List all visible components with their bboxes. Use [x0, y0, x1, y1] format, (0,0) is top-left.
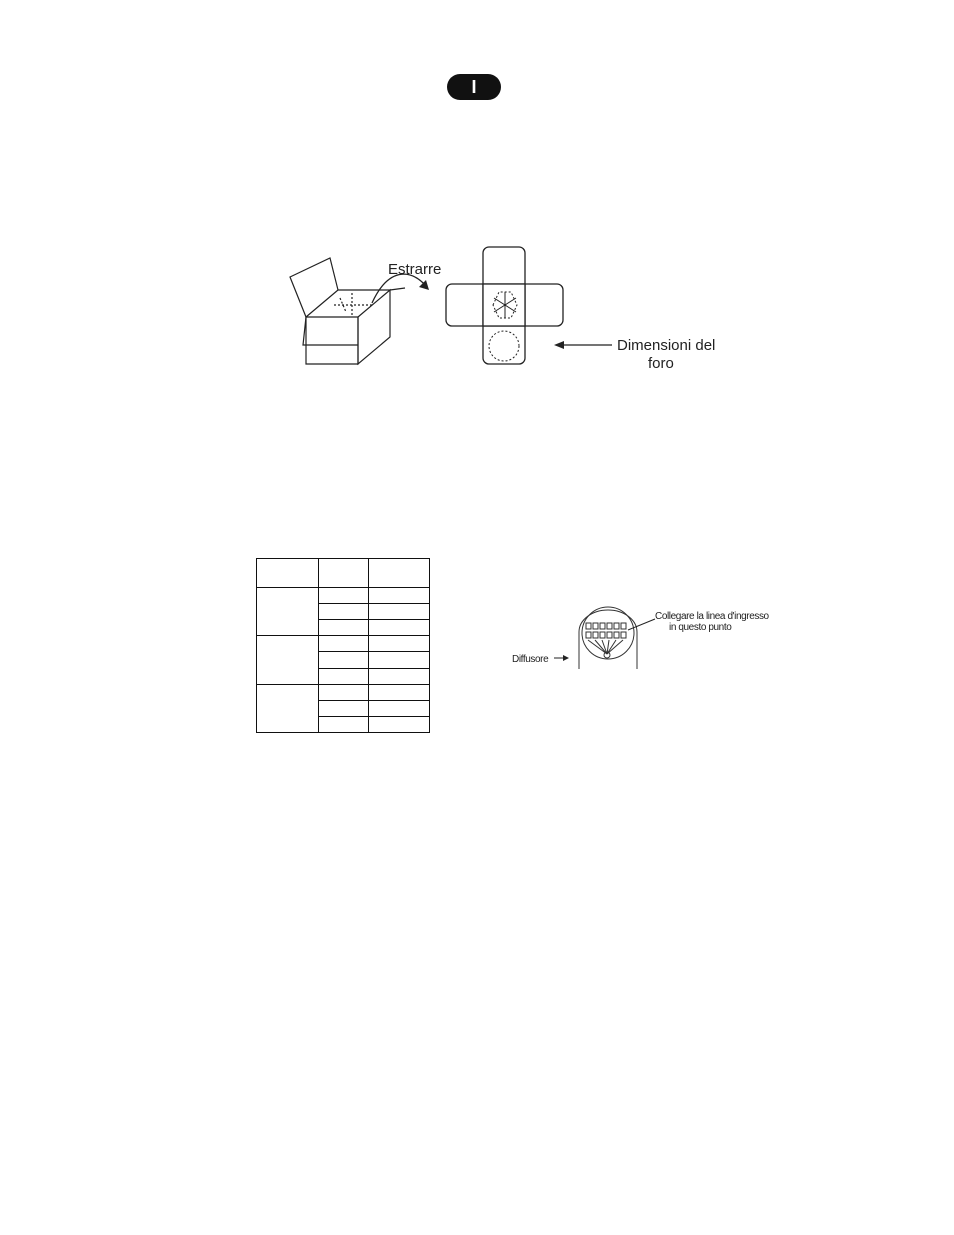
table-cell: [369, 588, 430, 604]
table-cell: [319, 588, 369, 604]
spec-table: [256, 558, 430, 733]
connect-label-line1: Collegare la linea d'ingresso: [655, 611, 769, 622]
table-cell: [319, 636, 369, 652]
table-header-cell: [257, 559, 319, 588]
table-cell: [369, 684, 430, 700]
hole-template: [446, 247, 563, 364]
diffuser-illustration: [579, 607, 637, 669]
hole-size-label-line2: foro: [648, 355, 674, 372]
table-row: [257, 636, 430, 652]
table-header-cell: [369, 559, 430, 588]
table-group-cell: [257, 588, 319, 636]
hole-size-label-line1: Dimensioni del: [617, 337, 716, 354]
table-group-cell: [257, 684, 319, 732]
table-cell: [369, 716, 430, 732]
table-cell: [319, 652, 369, 668]
table-cell: [369, 620, 430, 636]
table-cell: [319, 668, 369, 684]
extract-label: Estrarre: [388, 261, 442, 278]
hole-size-arrow-head: [554, 341, 564, 349]
table-cell: [319, 684, 369, 700]
connect-label-line2: in questo punto: [669, 622, 732, 633]
table-cell: [369, 700, 430, 716]
table-cell: [369, 652, 430, 668]
table-row: [257, 588, 430, 604]
table-cell: [369, 668, 430, 684]
table-header-cell: [319, 559, 369, 588]
table-cell: [369, 604, 430, 620]
table-group-cell: [257, 636, 319, 684]
table-header-row: [257, 559, 430, 588]
diffuser-arrow-head: [563, 655, 569, 661]
language-badge: I: [447, 74, 501, 100]
table-row: [257, 684, 430, 700]
table-cell: [369, 636, 430, 652]
table-cell: [319, 700, 369, 716]
table-cell: [319, 604, 369, 620]
table-cell: [319, 620, 369, 636]
diffuser-label: Diffusore: [512, 654, 549, 665]
table-cell: [319, 716, 369, 732]
